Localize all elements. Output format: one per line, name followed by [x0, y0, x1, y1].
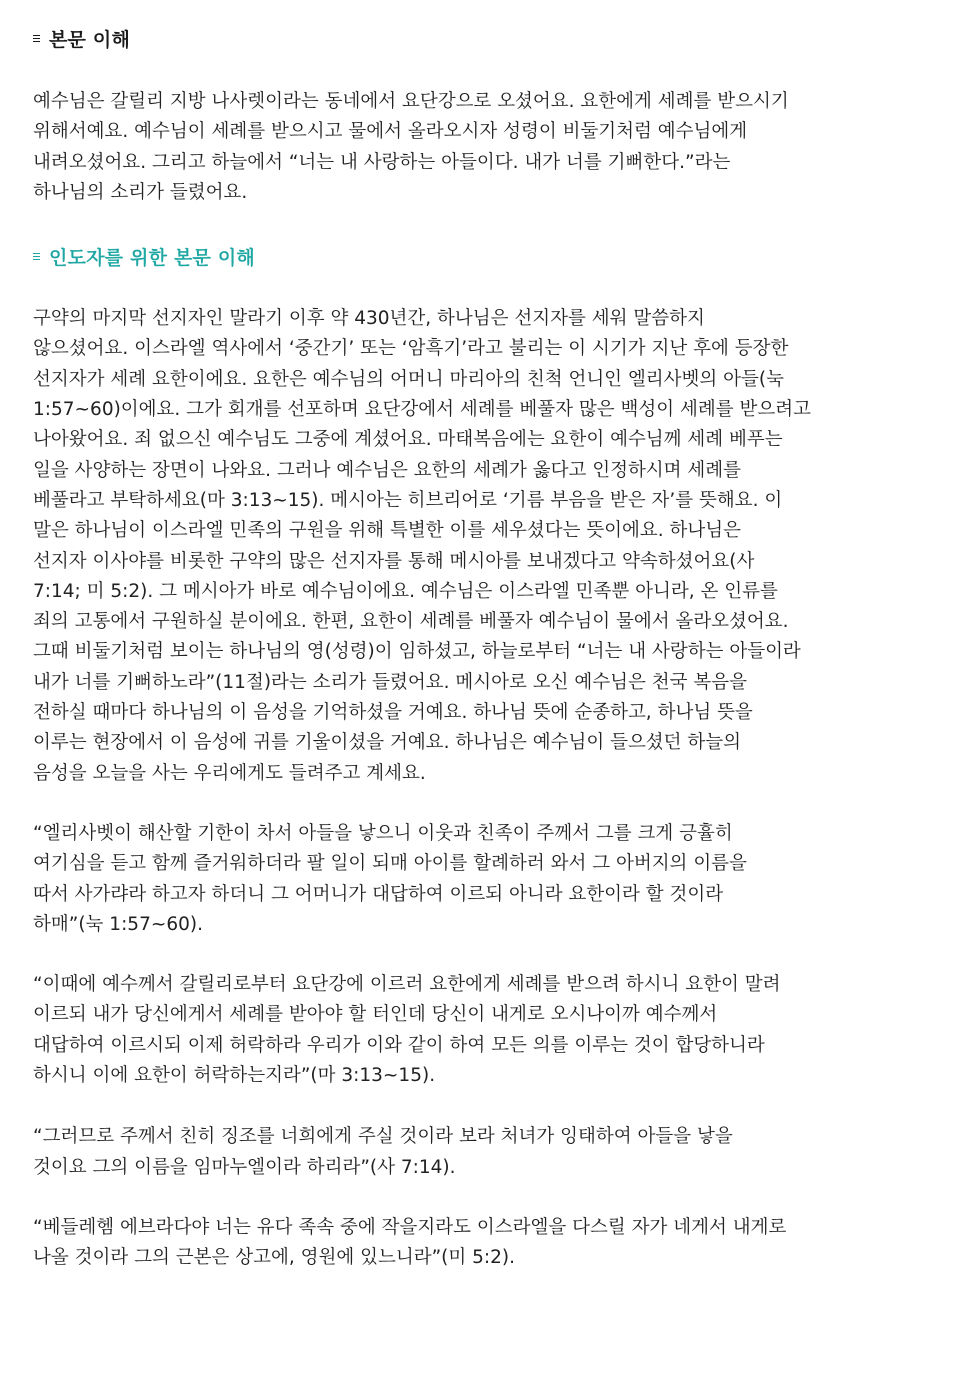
- text-line: 구약의 마지막 선지자인 말라기 이후 약 430년간, 하나님은 선지자를 세워 말씀하지: [33, 308, 705, 330]
- scripture-quote-matthew: [33, 970, 943, 1091]
- heading-label: 인도자를 위한 본문 이해: [49, 246, 255, 269]
- section-heading-leader-notes: [33, 242, 943, 270]
- text-line: “베들레헴 에브라다야 너는 유다 족속 중에 작을지라도 이스라엘을 다스릴 자가 네게서 내게로: [33, 1216, 787, 1238]
- text-line: 내려오셨어요. 그리고 하늘에서 “너는 내 사랑하는 아들이다. 내가 너를 기뻐한다.”라는: [33, 151, 731, 173]
- text-line: 7:14; 미 5:2). 그 메시아가 바로 예수님이에요. 예수님은 이스라엘 민족뿐 아니라, 온 인류를: [33, 580, 778, 602]
- text-line: 위해서예요. 예수님이 세례를 받으시고 물에서 올라오시자 성령이 비둘기처럼 예수님에게: [33, 121, 748, 143]
- scripture-quote-luke: [33, 819, 943, 940]
- list-bullet-icon: [33, 253, 40, 260]
- text-line: 말은 하나님이 이스라엘 민족의 구원을 위해 특별한 이를 세우셨다는 뜻이에요. 하나님은: [33, 520, 742, 542]
- heading-label: 본문 이해: [49, 28, 131, 51]
- text-line: 일을 사양하는 장면이 나와요. 그러나 예수님은 요한의 세례가 옳다고 인정하시며 세례를: [33, 459, 742, 481]
- text-line: 않으셨어요. 이스라엘 역사에서 ‘중간기’ 또는 ‘암흑기’라고 불리는 이 시기가 지난 후에 등장한: [33, 338, 789, 360]
- text-line: “엘리사벳이 해산할 기한이 차서 아들을 낳으니 이웃과 친족이 주께서 그를 크게 긍휼히: [33, 822, 733, 844]
- text-line: 하매”(눅 1:57~60).: [33, 913, 203, 935]
- text-line: 전하실 때마다 하나님의 이 음성을 기억하셨을 거예요. 하나님 뜻에 순종하고, 하나님 뜻을: [33, 702, 753, 724]
- text-line: 음성을 오늘을 사는 우리에게도 들려주고 계세요.: [33, 762, 426, 784]
- scripture-quote-isaiah: [33, 1122, 943, 1183]
- text-line: 그때 비둘기처럼 보이는 하나님의 영(성령)이 임하셨고, 하늘로부터 “너는 내 사랑하는 아들이라: [33, 641, 801, 663]
- text-line: 선지자 이사야를 비롯한 구약의 많은 선지자를 통해 메시아를 보내겠다고 약속하셨어요(사: [33, 550, 755, 572]
- text-line: 하나님의 소리가 들렸어요.: [33, 181, 248, 203]
- section-heading-text-understanding: [33, 24, 943, 52]
- text-line: 이루는 현장에서 이 음성에 귀를 기울이셨을 거예요. 하나님은 예수님이 들으셨던 하늘의: [33, 732, 742, 754]
- text-line: 베풀라고 부탁하세요(마 3:13~15). 메시아는 히브리어로 ‘기름 부음을 받은 자’를 뜻해요. 이: [33, 489, 783, 511]
- text-line: 1:57~60)이에요. 그가 회개를 선포하며 요단강에서 세례를 베풀자 많은 백성이 세례를 받으려고: [33, 399, 811, 421]
- paragraph-summary: [33, 87, 943, 208]
- text-line: 나아왔어요. 죄 없으신 예수님도 그중에 계셨어요. 마태복음에는 요한이 예수님께 세례 베푸는: [33, 429, 783, 451]
- text-line: 이르되 내가 당신에게서 세례를 받아야 할 터인데 당신이 내게로 오시나이까 예수께서: [33, 1004, 718, 1026]
- document-page: [33, 0, 943, 1274]
- paragraph-leader-explanation: [33, 304, 943, 789]
- text-line: 내가 너를 기뻐하노라”(11절)라는 소리가 들렸어요. 메시아로 오신 예수님은 천국 복음을: [33, 671, 747, 693]
- text-line: 것이요 그의 이름을 임마누엘이라 하리라”(사 7:14).: [33, 1156, 456, 1178]
- text-line: 선지자가 세례 요한이에요. 요한은 예수님의 어머니 마리아의 친척 언니인 엘리사벳의 아들(눅: [33, 368, 785, 390]
- text-line: “이때에 예수께서 갈릴리로부터 요단강에 이르러 요한에게 세례를 받으려 하시니 요한이 말려: [33, 974, 781, 996]
- text-line: 대답하여 이르시되 이제 허락하라 우리가 이와 같이 하여 모든 의를 이루는 것이 합당하니라: [33, 1034, 765, 1056]
- text-line: 여기심을 듣고 함께 즐거워하더라 팔 일이 되매 아이를 할례하러 와서 그 아버지의 이름을: [33, 853, 747, 875]
- text-line: 하시니 이에 요한이 허락하는지라”(마 3:13~15).: [33, 1065, 436, 1087]
- text-line: “그러므로 주께서 친히 징조를 너희에게 주실 것이라 보라 처녀가 잉태하여 아들을 낳을: [33, 1126, 733, 1148]
- text-line: 죄의 고통에서 구원하실 분이에요. 한편, 요한이 세례를 베풀자 예수님이 물에서 올라오셨어요.: [33, 611, 789, 633]
- text-line: 예수님은 갈릴리 지방 나사렛이라는 동네에서 요단강으로 오셨어요. 요한에게 세례를 받으시기: [33, 91, 789, 112]
- scripture-quote-micah: [33, 1213, 943, 1274]
- text-line: 따서 사가랴라 하고자 하더니 그 어머니가 대답하여 이르되 아니라 요한이라 할 것이라: [33, 883, 724, 905]
- text-line: 나올 것이라 그의 근본은 상고에, 영원에 있느니라”(미 5:2).: [33, 1247, 516, 1269]
- list-bullet-icon: [33, 35, 40, 42]
